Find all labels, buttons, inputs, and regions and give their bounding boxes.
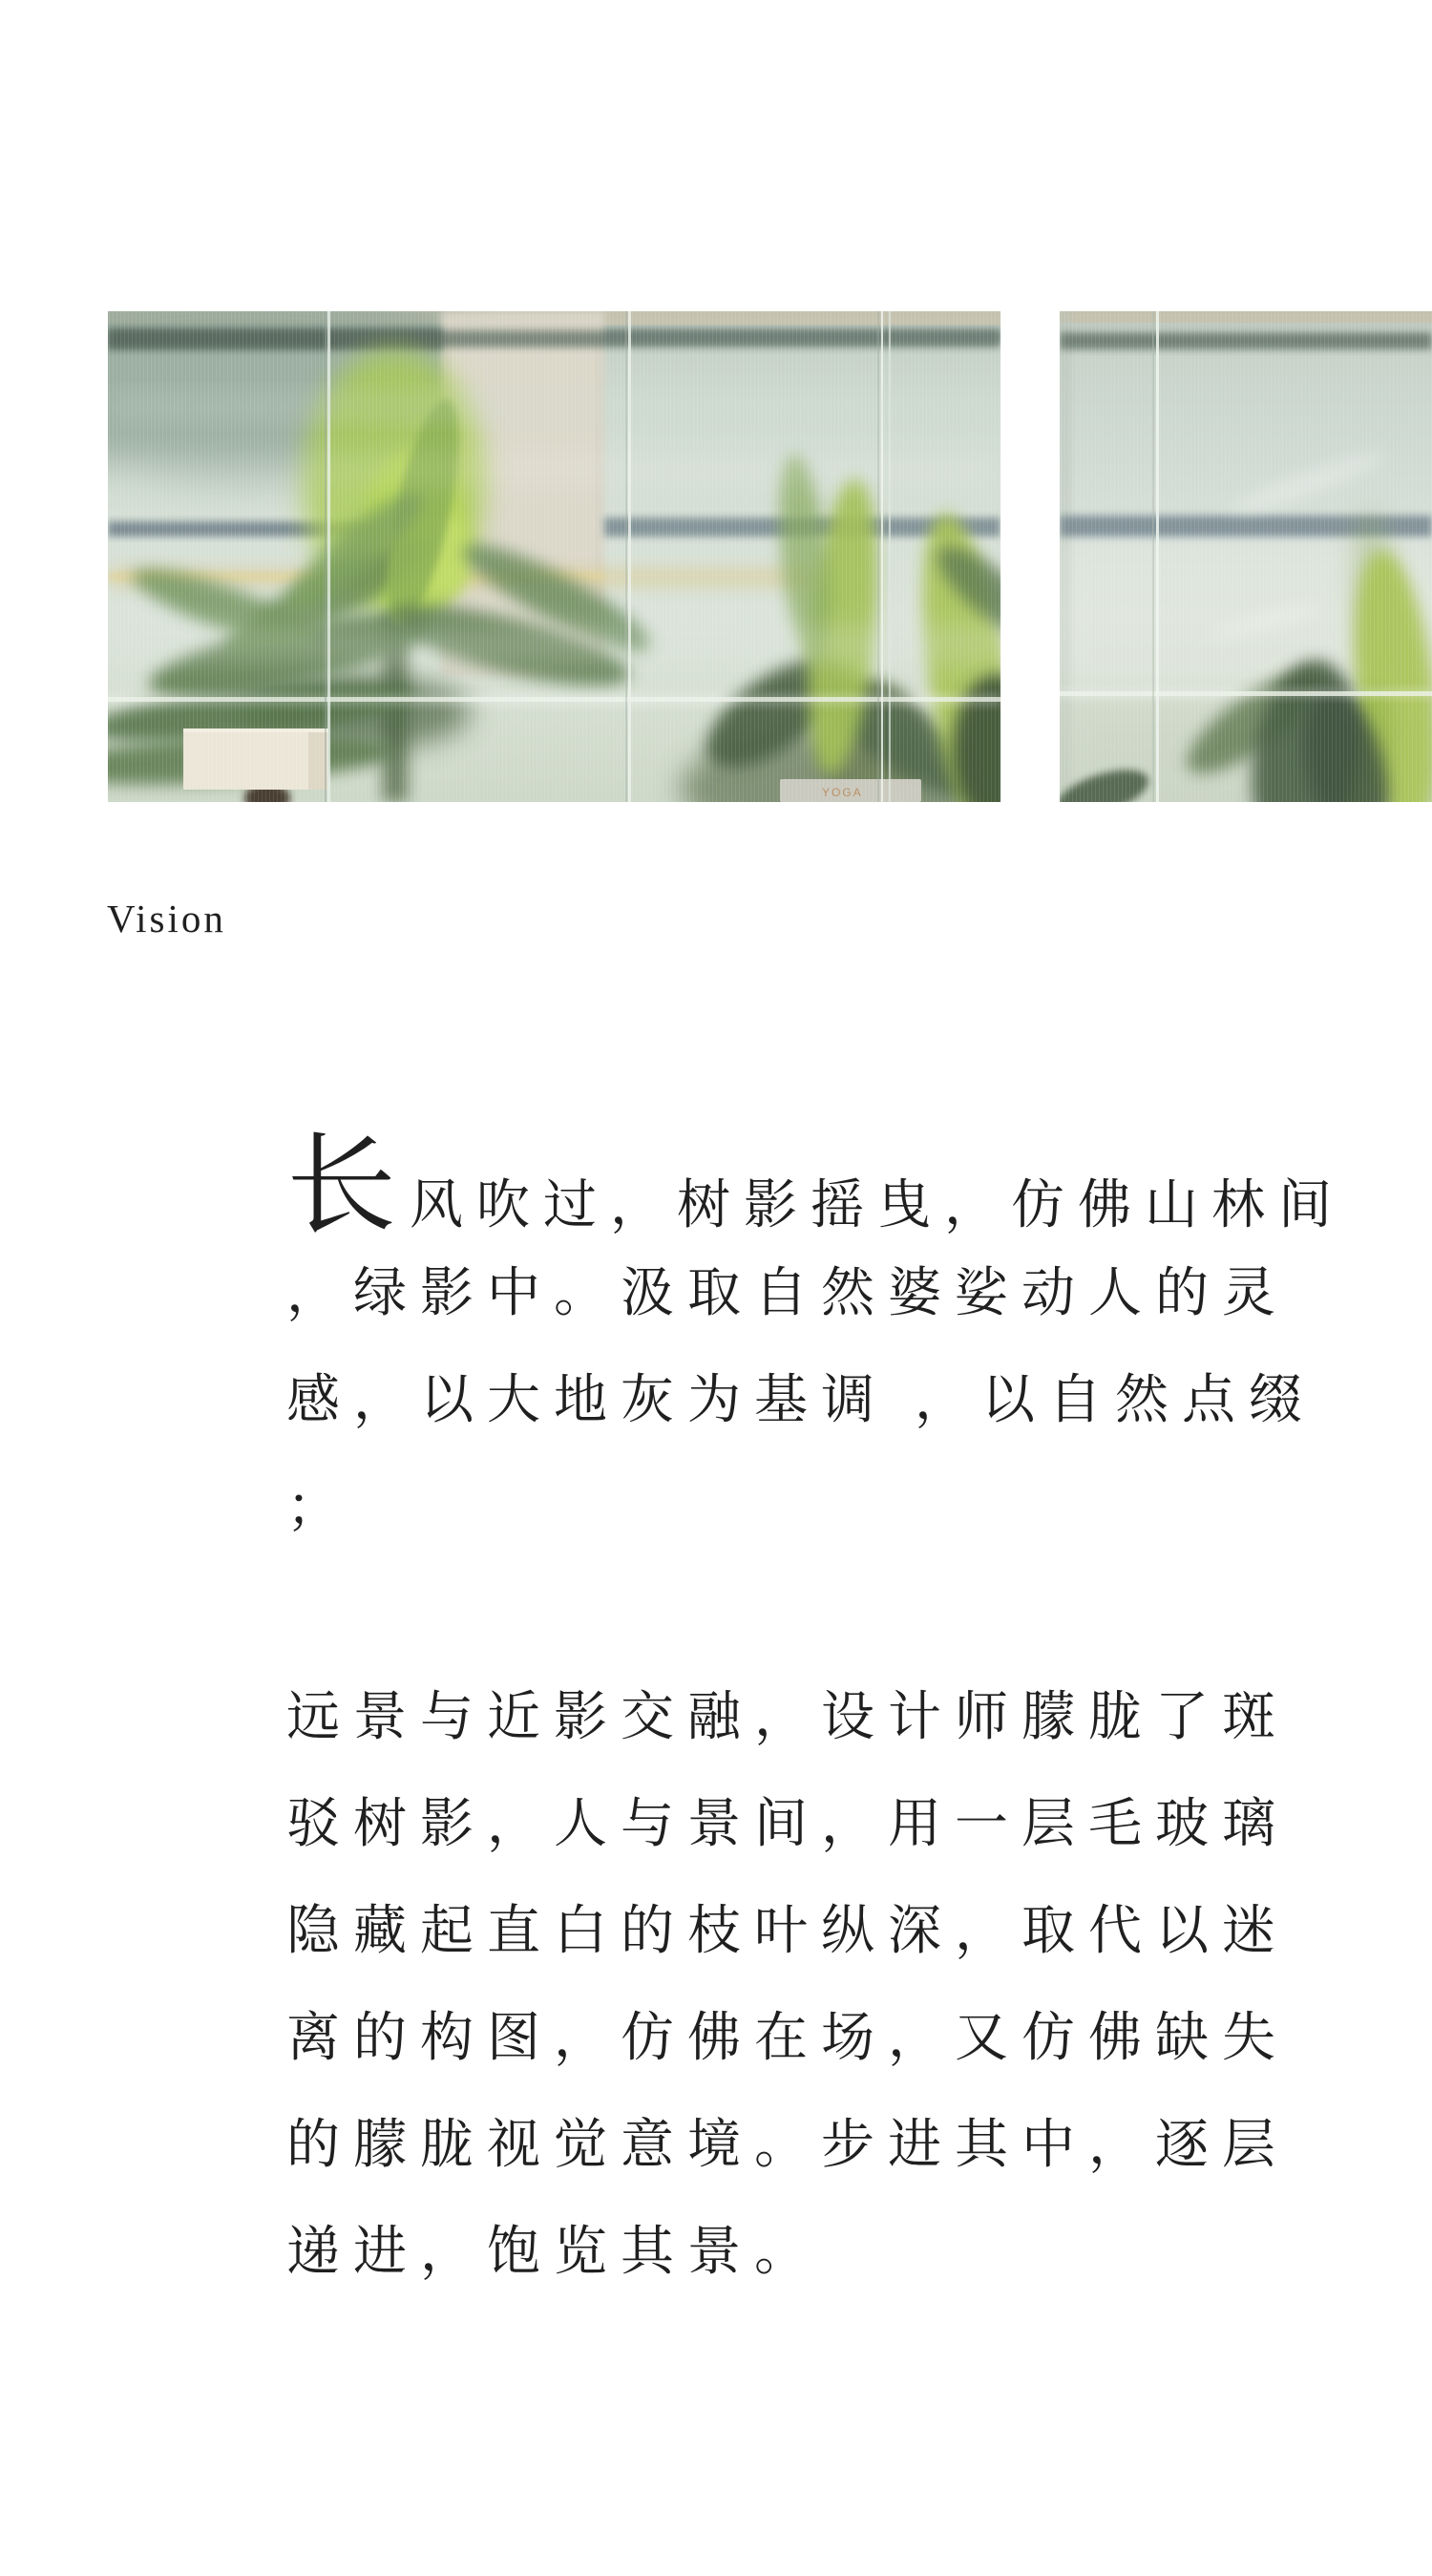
text-line: 的朦胧视觉意境。步进其中，逐层 bbox=[286, 2116, 1289, 2175]
text-line: 感，以大地灰为基调 ，以自然点缀 bbox=[286, 1371, 1316, 1430]
section-label-vision: Vision bbox=[107, 897, 226, 940]
text-line-content: 风吹过，树影摇曳，仿佛山林间 bbox=[410, 1176, 1346, 1235]
frosted-glass-photo-left[interactable] bbox=[108, 311, 1000, 802]
text-line: 驳树影，人与景间，用一层毛玻璃 bbox=[286, 1795, 1289, 1854]
frosted-glass-photo-right-illustration bbox=[1060, 311, 1432, 802]
article-body bbox=[286, 1126, 1375, 2306]
paragraph-2 bbox=[286, 1664, 1375, 2306]
text-line: ； bbox=[286, 1478, 353, 1537]
frosted-glass-photo-left-illustration bbox=[108, 311, 1000, 802]
drop-cap: 长 bbox=[286, 1126, 411, 1247]
text-line: 远景与近影交融，设计师朦胧了斑 bbox=[286, 1688, 1289, 1747]
text-line bbox=[286, 1126, 1375, 1247]
text-line: ，绿影中。汲取自然婆娑动人的灵 bbox=[286, 1264, 1289, 1323]
paragraph-1 bbox=[286, 1126, 1375, 1561]
text-line: 隐藏起直白的枝叶纵深，取代以迷 bbox=[286, 1902, 1289, 1961]
text-line: 递进，饱览其景。 bbox=[286, 2223, 821, 2282]
frosted-glass-photo-right[interactable] bbox=[1060, 311, 1432, 802]
text-line: 离的构图，仿佛在场，又仿佛缺失 bbox=[286, 2009, 1289, 2068]
